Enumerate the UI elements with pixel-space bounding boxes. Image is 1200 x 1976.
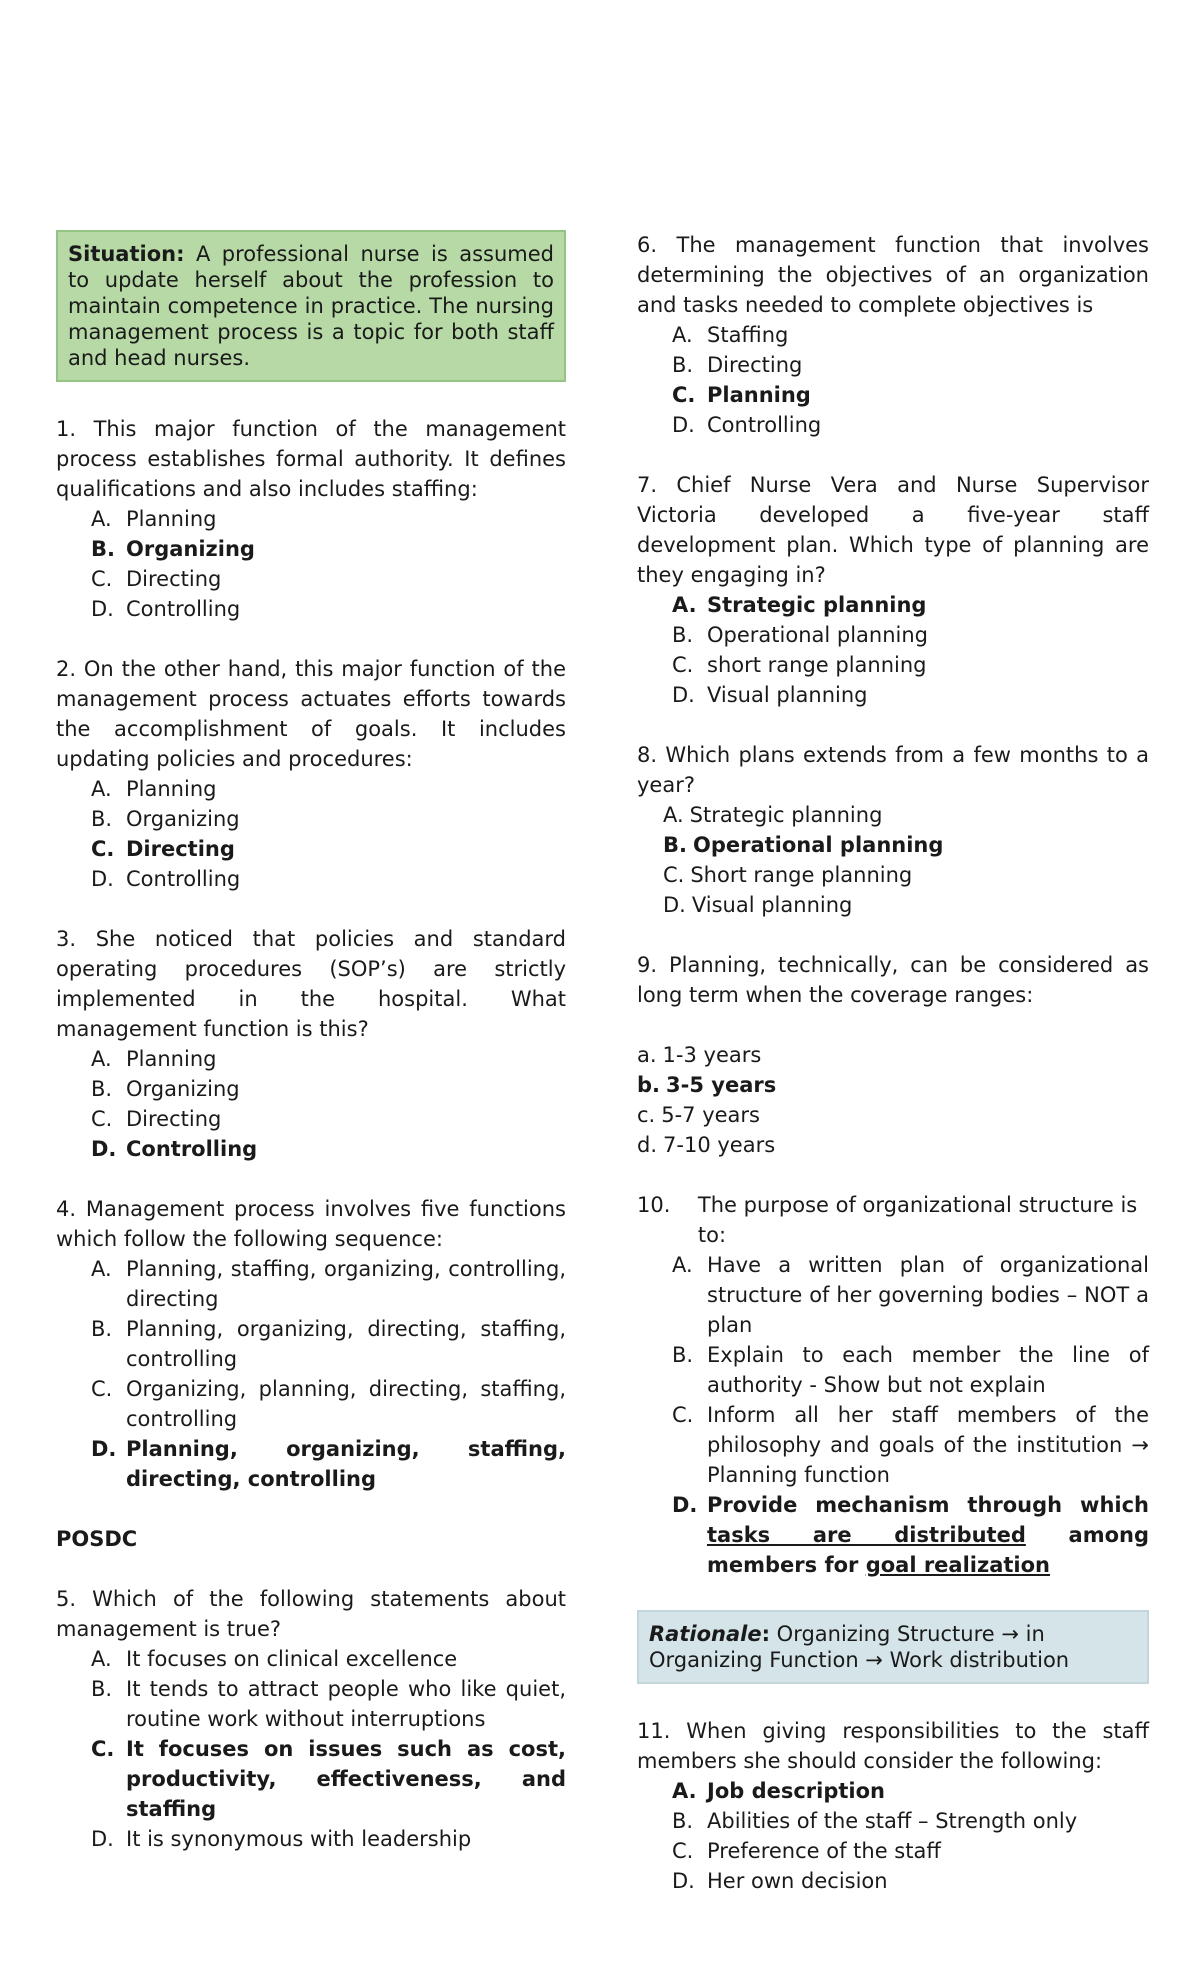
question-2-text: 2. On the other hand, this major function of the management process actuates efforts towards the accomplishment of goals. It includes updating policies and procedures:	[56, 657, 566, 771]
option-a-correct: A. Job description	[672, 1779, 886, 1803]
option-a: A. Have a written plan of organizational structure of her governing bodies – NOT a plan	[672, 1253, 1149, 1337]
question-7-options	[672, 590, 1149, 710]
rationale-box: Rationale: Organizing Structure → in Organizing Function → Work distribution	[637, 1610, 1149, 1684]
situation-label: Situation:	[68, 242, 185, 266]
option-d: D. Visual planning	[672, 683, 868, 707]
option-d: D. It is synonymous with leadership	[91, 1827, 472, 1851]
rationale-text: Organizing Structure → in Organizing Function → Work distribution	[649, 1622, 1070, 1672]
option-c-correct: C. Directing	[91, 837, 235, 861]
question-7-text: 7. Chief Nurse Vera and Nurse Supervisor Victoria developed a five-year staff development plan. Which type of planning are they engaging in?	[637, 473, 1149, 587]
option-a: A. Staffing	[672, 323, 789, 347]
question-4	[56, 1194, 566, 1494]
option-a: A. Planning	[91, 1047, 217, 1071]
option-d: D. Visual planning	[663, 893, 853, 917]
posdc-note: POSDC	[56, 1527, 138, 1551]
question-10-text: 10. The purpose of organizational structure is to:	[637, 1193, 1138, 1247]
option-b: B. Abilities of the staff – Strength only	[672, 1809, 1078, 1833]
question-10	[637, 1190, 1149, 1580]
question-2-options	[91, 774, 566, 894]
option-a: A. Planning	[91, 777, 217, 801]
question-9-text: 9. Planning, technically, can be considered as long term when the coverage ranges:	[637, 953, 1149, 1007]
option-a: A. Planning	[91, 507, 217, 531]
question-11-options	[672, 1776, 1149, 1896]
option-b: B. Organizing	[91, 807, 240, 831]
option-a: A. It focuses on clinical excellence	[91, 1647, 458, 1671]
option-d: D. Controlling	[672, 413, 822, 437]
option-c-correct: C. It focuses on issues such as cost, productivity, effectiveness, and staffing	[91, 1737, 566, 1821]
option-c: c. 5-7 years	[637, 1103, 760, 1127]
option-a: A. Planning, staffing, organizing, controlling, directing	[91, 1257, 566, 1311]
option-d: D. Her own decision	[672, 1869, 888, 1893]
left-column	[56, 230, 566, 1884]
option-c: C. short range planning	[672, 653, 927, 677]
option-c: C. Inform all her staff members of the philosophy and goals of the institution → Planning function	[672, 1403, 1149, 1487]
question-11	[637, 1716, 1149, 1896]
question-2	[56, 654, 566, 894]
question-5-options	[91, 1644, 566, 1854]
option-c: C. Organizing, planning, directing, staffing, controlling	[91, 1377, 566, 1431]
option-b: B. Operational planning	[672, 623, 929, 647]
option-d: d. 7-10 years	[637, 1133, 776, 1157]
situation-text: A professional nurse is assumed to update herself about the profession to maintain competence in practice. The nursing management process is a topic for both staff and head nurses.	[68, 242, 554, 370]
option-b: B. Directing	[672, 353, 803, 377]
option-b-correct: b. 3-5 years	[637, 1073, 777, 1097]
question-5-text: 5. Which of the following statements about management is true?	[56, 1587, 566, 1641]
right-column	[637, 230, 1149, 1926]
question-9-options	[637, 1040, 1149, 1160]
option-c-correct: C. Planning	[672, 383, 811, 407]
question-4-options	[91, 1254, 566, 1494]
question-6-text: 6. The management function that involves determining the objectives of an organization and tasks needed to complete objectives is	[637, 233, 1149, 317]
question-1-options	[91, 504, 566, 624]
question-8-options	[663, 800, 1149, 920]
option-b: B. Organizing	[91, 1077, 240, 1101]
option-a: A. Strategic planning	[663, 803, 883, 827]
question-6	[637, 230, 1149, 440]
question-5	[56, 1584, 566, 1854]
question-6-options	[672, 320, 1149, 440]
option-a-correct: A. Strategic planning	[672, 593, 927, 617]
question-8-text: 8. Which plans extends from a few months to a year?	[637, 743, 1149, 797]
question-3-options	[91, 1044, 566, 1164]
option-c: C. Directing	[91, 1107, 222, 1131]
question-1-text: 1. This major function of the management process establishes formal authority. It defines qualifications and also includes staffing:	[56, 417, 566, 501]
option-d: D. Controlling	[91, 867, 241, 891]
question-10-options	[672, 1250, 1149, 1580]
question-11-text: 11. When giving responsibilities to the staff members she should consider the following:	[637, 1719, 1149, 1773]
option-d: D. Controlling	[91, 597, 241, 621]
option-b: B. It tends to attract people who like quiet, routine work without interruptions	[91, 1677, 566, 1731]
question-3-text: 3. She noticed that policies and standard operating procedures (SOP’s) are strictly implemented in the hospital. What management function is this?	[56, 927, 566, 1041]
option-d-correct: D. Controlling	[91, 1137, 258, 1161]
question-8	[637, 740, 1149, 920]
option-c: C. Directing	[91, 567, 222, 591]
situation-box	[56, 230, 566, 382]
option-a: a. 1-3 years	[637, 1043, 762, 1067]
question-1	[56, 414, 566, 624]
option-d-correct: D. Provide mechanism through which tasks are distributed among members for goal realization	[672, 1493, 1149, 1577]
option-c: C. Short range planning	[663, 863, 913, 887]
option-d-correct: D. Planning, organizing, staffing, directing, controlling	[91, 1437, 566, 1491]
question-9	[637, 950, 1149, 1160]
rationale-label: Rationale	[649, 1622, 762, 1646]
option-b: B. Explain to each member the line of authority - Show but not explain	[672, 1343, 1149, 1397]
option-b-correct: B. Operational planning	[663, 833, 944, 857]
question-4-text: 4. Management process involves five functions which follow the following sequence:	[56, 1197, 566, 1251]
option-c: C. Preference of the staff	[672, 1839, 941, 1863]
option-b-correct: B. Organizing	[91, 537, 255, 561]
question-7	[637, 470, 1149, 710]
option-b: B. Planning, organizing, directing, staffing, controlling	[91, 1317, 566, 1371]
question-3	[56, 924, 566, 1164]
